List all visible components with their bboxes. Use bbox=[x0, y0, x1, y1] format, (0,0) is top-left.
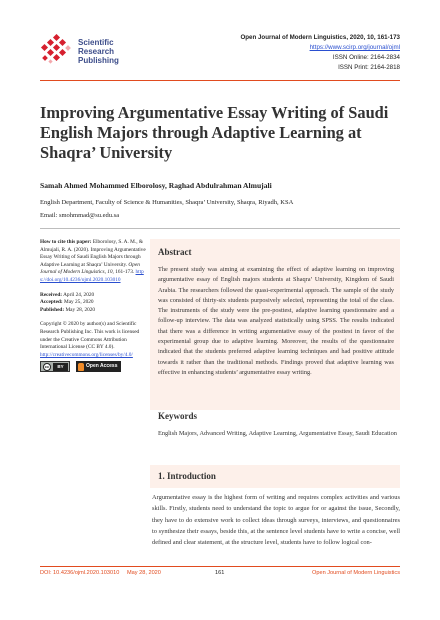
accepted-label: Accepted: bbox=[40, 299, 63, 306]
introduction-heading: 1. Introduction bbox=[158, 471, 216, 481]
license-link[interactable]: http://creativecommons.org/licenses/by/4.0/ bbox=[40, 351, 133, 358]
introduction-heading-box bbox=[150, 465, 400, 488]
published-label: Published: bbox=[40, 306, 65, 313]
authors-divider bbox=[40, 228, 400, 229]
by-icon: BY bbox=[53, 363, 68, 371]
article-authors: Samah Ahmed Mohammed Elborolosy, Raghad Abdulrahman Almujali bbox=[40, 181, 272, 190]
publisher-name-line1: Scientific bbox=[78, 38, 114, 47]
issn-print: ISSN Print: 2164-2818 bbox=[338, 64, 400, 71]
keywords-text: English Majors, Advanced Writing, Adaptive Learning, Argumentative Essay, Saudi Education bbox=[158, 430, 397, 437]
footer-divider bbox=[40, 566, 400, 567]
cite-pages: 161-173. bbox=[115, 269, 135, 276]
article-title: Improving Argumentative Essay Writing of Saudi English Majors through Adaptive Learning at Shaqra’ University bbox=[40, 103, 389, 162]
received-date-row bbox=[40, 292, 146, 300]
received-date: April 24, 2020 bbox=[63, 291, 95, 298]
dates-block bbox=[40, 292, 146, 315]
open-lock-icon bbox=[78, 363, 84, 371]
cite-journal: Open Journal of Modern Linguistics, 10, bbox=[40, 261, 140, 276]
cc-by-badge[interactable] bbox=[40, 361, 70, 372]
cite-text: Elborolosy, S. A. M., & Almujali, R. A. (2020). Improving Argumentative Essay Writing of Saudi English Majors through Adaptive Learning at Shaqra’ University. bbox=[40, 239, 146, 268]
author-email: Email: smohmmad@su.edu.sa bbox=[40, 212, 120, 219]
open-access-label: Open Access bbox=[86, 363, 118, 370]
copyright-text: Copyright © 2020 by author(s) and Scientific Research Publishing Inc. This work is licensed under the Creative Commons Attribution International License (CC BY 4.0). bbox=[40, 321, 140, 351]
received-label: Received: bbox=[40, 291, 63, 298]
copyright-block bbox=[40, 321, 146, 372]
cite-doi-link[interactable]: https://doi.org/10.4236/ojml.2020.103010 bbox=[40, 269, 144, 283]
journal-info bbox=[240, 33, 400, 73]
citation-block bbox=[40, 239, 146, 285]
header-divider bbox=[40, 80, 400, 81]
keywords-heading: Keywords bbox=[158, 411, 197, 421]
publisher-name-line3: Publishing bbox=[78, 56, 119, 65]
abstract-section bbox=[150, 239, 400, 410]
publisher-name-line2: Research bbox=[78, 47, 115, 56]
introduction-text: Argumentative essay is the highest form of writing and requires complex activities and various skills. Firstly, students need to understand the topic to argue for or against the issue, Secondly, they have to do extensive work to collect ideas through surveys, interviews, and questionnaires to synthesize their essays, beside this, at the sentence level students have to write a concise, well defined and clear statement, at the structure level, students have to follow logical con- bbox=[152, 494, 400, 547]
footer-doi: DOI: 10.4236/ojml.2020.103010 bbox=[40, 570, 120, 576]
author-affiliation: English Department, Faculty of Science & Humanities, Shaqra’ University, Shaqra, Riyadh, KSA bbox=[40, 199, 294, 206]
journal-url-link[interactable]: https://www.scirp.org/journal/ojml bbox=[309, 44, 400, 51]
license-badges bbox=[40, 361, 146, 372]
scirp-logo-icon bbox=[40, 34, 72, 66]
accepted-date: May 25, 2020 bbox=[63, 299, 94, 306]
page-number: 161 bbox=[215, 570, 225, 576]
cite-label: How to cite this paper: bbox=[40, 239, 92, 245]
footer-journal-name: Open Journal of Modern Linguistics bbox=[312, 570, 400, 576]
open-access-badge bbox=[76, 361, 121, 372]
published-date: May 28, 2020 bbox=[65, 306, 96, 313]
published-date-row bbox=[40, 307, 146, 315]
publisher-logo bbox=[40, 34, 140, 70]
journal-citation: Open Journal of Modern Linguistics, 2020, 10, 161-173 bbox=[240, 34, 400, 41]
footer-date: May 28, 2020 bbox=[127, 570, 161, 576]
article-sidebar bbox=[40, 239, 146, 379]
publisher-name bbox=[78, 38, 119, 65]
accepted-date-row bbox=[40, 299, 146, 307]
cc-icon: cc bbox=[44, 364, 50, 370]
abstract-text: The present study was aiming at examining the effect of adaptive learning on improving argumentative essay of English majors students at Shaqra’ University, Kingdom of Saudi Arabia. The researchers followed the quasi-experimental approach. The sample of the study was consisted of thirty-six students purposively selected, representing the total of the class. The instruments of the study were the pre-posttest, adaptive learning questionnaire and a follow-up interview. The data was analyzed statistically using SPSS. The results indicated that there was a difference in writing argumentative essay of the posttest in favor of the experimental group due to adaptive learning. Moreover, the results of the questionnaire indicated that the students preferred adaptive learning techniques and had positive attitude towards it rather than the traditional methods. Findings proved that adaptive learning was effective in enhancing students’ argumentative essay writing. bbox=[158, 266, 394, 376]
issn-online: ISSN Online: 2164-2834 bbox=[332, 54, 400, 61]
abstract-heading: Abstract bbox=[158, 247, 192, 257]
